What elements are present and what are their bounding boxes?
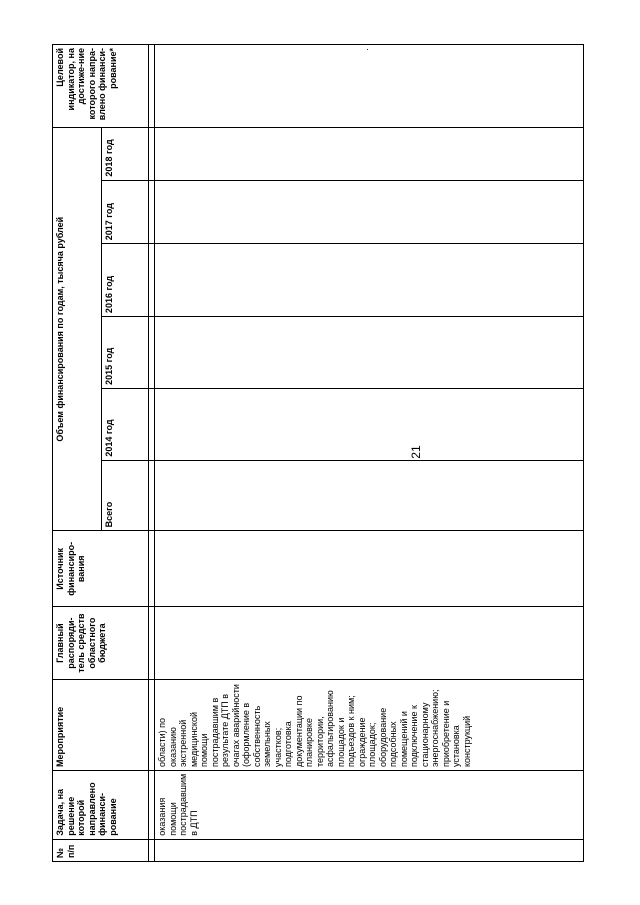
- table-row: [155, 45, 584, 862]
- cell-activity: области) по оказанию экстренной медицинской помощи пострадавшим в результате ДТП в очагах аварийности (оформление в собственность земельных участков; подготовка документации по планировке территории, асфальтированию площадок и подъездов к ним; ограждение площадок; оборудование подсобных помещений и подключение к стационарному энергоснабжению; приобретение и установка конструкций: [155, 680, 584, 771]
- header-2017: 2017 год: [102, 180, 149, 244]
- header-2015: 2015 год: [102, 317, 149, 389]
- header-total: Всего: [102, 460, 149, 531]
- header-manager: Главный распоряди-тель средств областного бюджета: [53, 607, 149, 680]
- funding-table-rotated: [52, 44, 630, 862]
- header-task: Задача, на решение которой направлено финанси-рование: [53, 771, 149, 840]
- stray-mark: ·: [366, 44, 369, 54]
- header-2016: 2016 год: [102, 244, 149, 317]
- cell-manager: [155, 607, 584, 680]
- cell-task: оказания помощи пострадавшим в ДТП: [155, 771, 584, 840]
- cell-2018: [155, 127, 584, 180]
- funding-table: [52, 44, 584, 862]
- header-funding: Объем финансирования по годам, тысяча рублей: [53, 127, 102, 530]
- page-number: 21: [409, 445, 423, 459]
- cell-2015: [155, 317, 584, 389]
- cell-target: [155, 45, 584, 128]
- cell-num: [155, 839, 584, 861]
- cell-source: [155, 531, 584, 607]
- header-2014: 2014 год: [102, 388, 149, 460]
- header-source: Источник финансиро-вания: [53, 531, 149, 607]
- cell-2014: [155, 388, 584, 460]
- header-activity: Мероприятие: [53, 680, 149, 771]
- header-2018: 2018 год: [102, 127, 149, 180]
- header-target: Целевой индикатор, на достиже-ние которого напра-влено финанси-рование*: [53, 45, 149, 128]
- cell-2016: [155, 244, 584, 317]
- cell-total: [155, 460, 584, 531]
- header-num: № п/п: [53, 839, 149, 861]
- cell-2017: [155, 180, 584, 244]
